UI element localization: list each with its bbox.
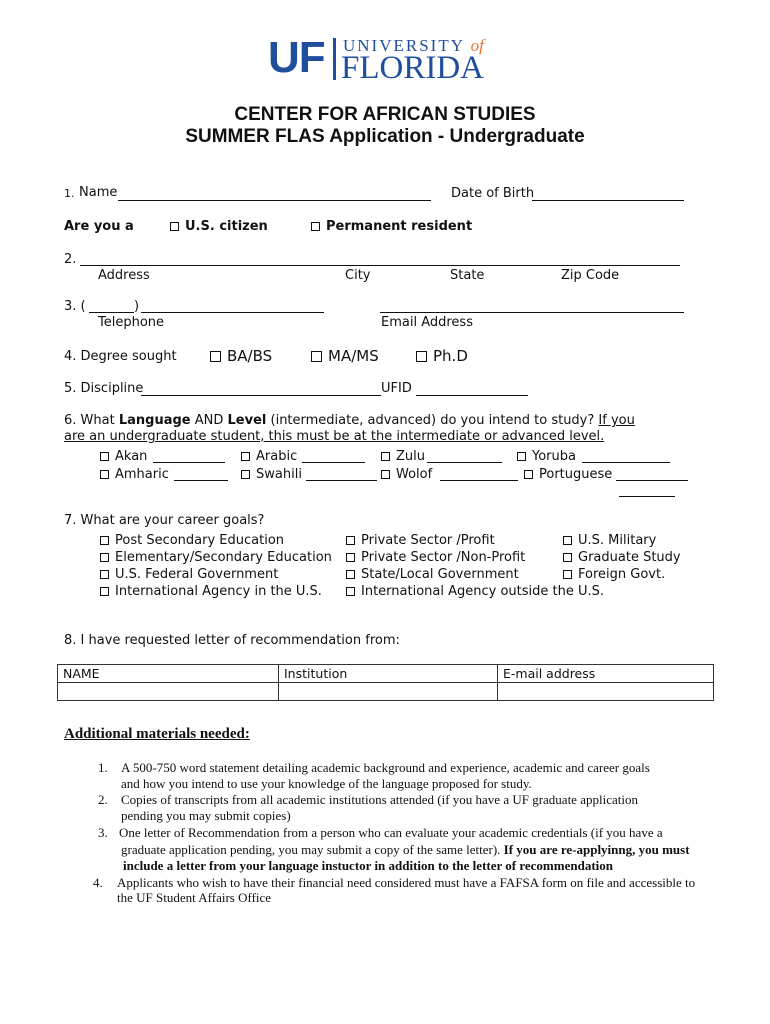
item-1-line-2: and how you intend to use your knowledge of the language proposed for study. (121, 776, 532, 791)
recommendation-table (57, 664, 714, 701)
item-3-number: 3. (98, 825, 108, 840)
swahili-checkbox[interactable] (241, 470, 250, 479)
additional-materials-heading: Additional materials needed: (64, 726, 250, 742)
item-2-line-1: Copies of transcripts from all academic institutions attended (if you have a UF graduate application (121, 792, 638, 807)
arabic-checkbox[interactable] (241, 452, 250, 461)
goal-private-profit[interactable]: Private Sector /Profit (346, 533, 495, 548)
military-checkbox[interactable] (563, 536, 572, 545)
dob-label: Date of Birth (451, 186, 535, 201)
swahili-level-field[interactable] (306, 480, 377, 481)
header-institution: Institution (279, 665, 498, 683)
item-1-line-1: A 500-750 word statement detailing academic background and experience, academic and career goals (121, 760, 650, 775)
permanent-resident-checkbox[interactable] (311, 222, 320, 231)
us-citizen-checkbox[interactable] (170, 222, 179, 231)
wolof-level-field[interactable] (440, 480, 518, 481)
amharic-level-field[interactable] (174, 480, 228, 481)
name-label: Name (79, 185, 118, 200)
table-header-row (58, 665, 714, 683)
goal-state-local[interactable]: State/Local Government (346, 567, 519, 582)
lang-portuguese[interactable]: Portuguese (524, 467, 612, 482)
recommender-name-cell[interactable] (58, 683, 279, 701)
q3-number: 3. ( (64, 299, 86, 314)
goal-intl-agency-us[interactable]: International Agency in the U.S. (100, 584, 322, 599)
ufid-label: UFID (381, 381, 412, 396)
page-subtitle: SUMMER FLAS Application - Undergraduate (185, 126, 585, 147)
degree-label: 4. Degree sought (64, 349, 177, 364)
citizenship-label: Are you a (64, 219, 134, 234)
q1-number: 1. (64, 187, 75, 200)
name-field[interactable] (118, 200, 431, 201)
goal-post-secondary[interactable]: Post Secondary Education (100, 533, 284, 548)
federal-gov-checkbox[interactable] (100, 570, 109, 579)
permanent-resident-option[interactable]: Permanent resident (311, 219, 472, 234)
yoruba-checkbox[interactable] (517, 452, 526, 461)
recommender-institution-cell[interactable] (279, 683, 498, 701)
logo-divider (333, 38, 336, 80)
wolof-checkbox[interactable] (381, 470, 390, 479)
item-1-number: 1. (98, 760, 108, 775)
logo-uf-mark: UF (268, 33, 325, 82)
zip-label: Zip Code (561, 268, 620, 283)
degree-ba-checkbox[interactable] (210, 351, 221, 362)
graduate-study-checkbox[interactable] (563, 553, 572, 562)
item-3-line-2: graduate application pending, you may submit a copy of the same letter). If you are re-applyinng, you must (121, 842, 690, 857)
goal-federal-gov[interactable]: U.S. Federal Government (100, 567, 278, 582)
lang-akan[interactable]: Akan (100, 449, 147, 464)
item-2-number: 2. (98, 792, 108, 807)
discipline-label: 5. Discipline (64, 381, 144, 396)
telephone-field[interactable] (141, 312, 324, 313)
city-label: City (345, 268, 371, 283)
post-secondary-checkbox[interactable] (100, 536, 109, 545)
akan-checkbox[interactable] (100, 452, 109, 461)
extra-language-field[interactable] (619, 496, 675, 497)
goal-graduate-study[interactable]: Graduate Study (563, 550, 681, 565)
degree-ma-option[interactable]: MA/MS (311, 347, 379, 365)
header-email: E-mail address (498, 665, 714, 683)
arabic-level-field[interactable] (302, 462, 365, 463)
state-local-checkbox[interactable] (346, 570, 355, 579)
zulu-level-field[interactable] (427, 462, 502, 463)
intl-agency-us-checkbox[interactable] (100, 587, 109, 596)
akan-level-field[interactable] (153, 462, 225, 463)
email-field[interactable] (380, 312, 684, 313)
private-profit-checkbox[interactable] (346, 536, 355, 545)
private-nonprofit-checkbox[interactable] (346, 553, 355, 562)
item-2-line-2: pending you may submit copies) (121, 808, 291, 823)
q2-number: 2. (64, 252, 77, 267)
dob-field[interactable] (532, 200, 684, 201)
goal-intl-agency-outside[interactable]: International Agency outside the U.S. (346, 584, 604, 599)
ufid-field[interactable] (416, 395, 528, 396)
portuguese-level-field[interactable] (616, 480, 688, 481)
lang-swahili[interactable]: Swahili (241, 467, 302, 482)
logo-florida: FLORIDA (341, 50, 485, 86)
address-label: Address (98, 268, 150, 283)
goal-elementary-secondary[interactable]: Elementary/Secondary Education (100, 550, 332, 565)
q3-paren-close: ) (134, 299, 140, 314)
logo-university: UNIVERSITY of (343, 36, 484, 55)
lang-yoruba[interactable]: Yoruba (517, 449, 576, 464)
q6-question: 6. What Language AND Level (intermediate, advanced) do you intend to study? If you (64, 413, 635, 428)
discipline-field[interactable] (141, 395, 381, 396)
telephone-label: Telephone (98, 315, 165, 330)
state-label: State (450, 268, 485, 283)
item-3-line-1: One letter of Recommendation from a person who can evaluate your academic credentials (if you have a (119, 825, 663, 840)
foreign-govt-checkbox[interactable] (563, 570, 572, 579)
item-4-number: 4. (93, 875, 103, 890)
goal-military[interactable]: U.S. Military (563, 533, 656, 548)
lang-amharic[interactable]: Amharic (100, 467, 169, 482)
elementary-secondary-checkbox[interactable] (100, 553, 109, 562)
goal-foreign-govt[interactable]: Foreign Govt. (563, 567, 665, 582)
header-name: NAME (58, 665, 279, 683)
portuguese-checkbox[interactable] (524, 470, 533, 479)
degree-phd-checkbox[interactable] (416, 351, 427, 362)
goal-private-nonprofit[interactable]: Private Sector /Non-Profit (346, 550, 525, 565)
table-row (58, 683, 714, 701)
lang-zulu[interactable]: Zulu (381, 449, 425, 464)
recommendation-label: 8. I have requested letter of recommendation from: (64, 633, 400, 648)
yoruba-level-field[interactable] (582, 462, 670, 463)
lang-arabic[interactable]: Arabic (241, 449, 297, 464)
degree-ma-checkbox[interactable] (311, 351, 322, 362)
amharic-checkbox[interactable] (100, 470, 109, 479)
degree-phd-option[interactable]: Ph.D (416, 347, 468, 365)
page-title: CENTER FOR AFRICAN STUDIES (234, 104, 536, 125)
address-field[interactable] (80, 265, 680, 266)
degree-ba-option[interactable]: BA/BS (210, 347, 272, 365)
email-label: Email Address (381, 315, 473, 330)
intl-agency-outside-checkbox[interactable] (346, 587, 355, 596)
item-4-line-2: the UF Student Affairs Office (117, 890, 272, 905)
zulu-checkbox[interactable] (381, 452, 390, 461)
career-goals-label: 7. What are your career goals? (64, 513, 265, 528)
area-code-field[interactable] (89, 312, 134, 313)
q6-note: are an undergraduate student, this must be at the intermediate or advanced level. (64, 429, 605, 444)
item-3-line-3: include a letter from your language instuctor in addition to the letter of recommendation (123, 858, 613, 873)
us-citizen-option[interactable]: U.S. citizen (170, 219, 268, 234)
item-4-line-1: Applicants who wish to have their financial need considered must have a FAFSA form on file and accessible to (117, 875, 696, 890)
recommender-email-cell[interactable] (498, 683, 714, 701)
lang-wolof[interactable]: Wolof (381, 467, 432, 482)
